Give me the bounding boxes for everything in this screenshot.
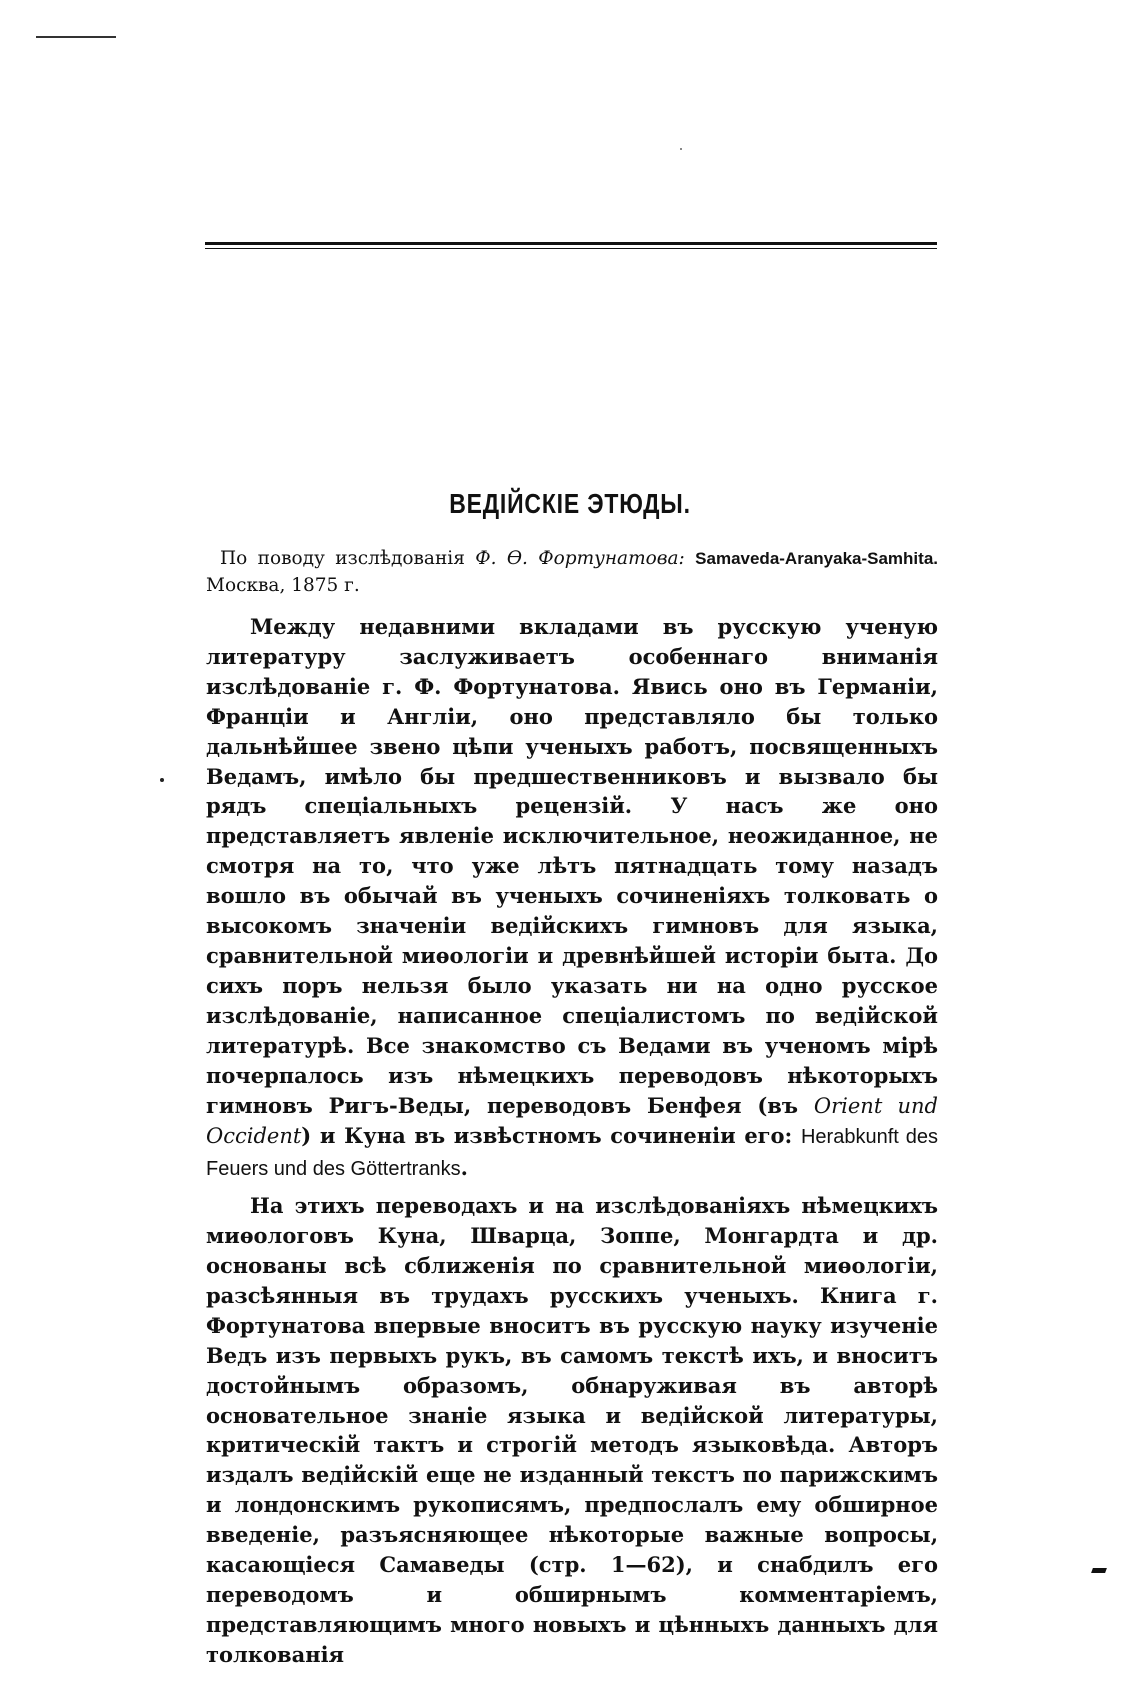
article-subtitle — [206, 545, 938, 599]
page-corner-mark — [1091, 1568, 1107, 1573]
paragraph-1-part-3: . — [460, 1155, 468, 1181]
subtitle-prefix: По поводу изслѣдованія — [220, 548, 476, 569]
header-rule-thick — [205, 242, 937, 245]
subtitle-author: Ф. Ѳ. Фортунатова: — [475, 548, 685, 569]
article-title: ВЕДІЙСКІЕ ЭТЮДЫ. — [449, 488, 691, 519]
paragraph-1-part-1: Между недавними вкладами въ русскую ученую литературу заслуживаетъ особеннаго вниманія изслѣдованіе г. Ф. Фортунатова. Явись оно въ Германіи, Франціи и Англіи, оно представляло бы только дальнѣйшее звено цѣпи ученыхъ работъ, посвященныхъ Ведамъ, имѣло бы предшественниковъ и вызвало бы рядъ спеціальныхъ рецензій. У насъ же оно представляетъ явленіе исключительное, неожиданное, не смотря на то, что уже лѣтъ пятнадцать тому назадъ вошло въ обычай въ ученыхъ сочиненіяхъ толковать о высокомъ значеніи ведійскихъ гимновъ для языка, сравнительной миѳологіи и древнѣйшей исторіи быта. До сихъ поръ нельзя было указать ни на одно русское изслѣдованіе, написанное спеціалистомъ по ведійской литературѣ. Все знакомство съ Ведами въ ученомъ мірѣ почерпалось изъ нѣмецкихъ переводовъ нѣкоторыхъ гимновъ Ригъ-Веды, переводовъ Бенфея (въ — [206, 614, 938, 1118]
margin-ink-dot — [160, 778, 164, 782]
book-title: Herabkunft des Feuers und des Göttertranks — [206, 1126, 938, 1181]
paragraph-1-part-2: ) и Куна въ извѣстномъ сочиненіи его: — [301, 1123, 801, 1149]
header-rule-thin — [205, 248, 937, 249]
subtitle-suffix: Москва, 1875 г. — [206, 575, 360, 596]
article-body — [206, 612, 938, 1670]
journal-title: Orient und Occident — [206, 1093, 938, 1149]
scan-speck — [680, 148, 682, 150]
subtitle-work: Samaveda-Aranyaka-Samhita. — [695, 549, 938, 568]
paragraph-2: На этихъ переводахъ и на изслѣдованіяхъ нѣмецкихъ миѳологовъ Куна, Шварца, Зоппе, Монгардта и др. основаны всѣ сближенія по сравнительной миѳологіи, разсѣянныя въ трудахъ русскихъ ученыхъ. Книга г. Фортунатова впервые вноситъ въ русскую науку изученіе Ведъ изъ первыхъ рукъ, въ самомъ текстѣ ихъ, и вноситъ достойнымъ образомъ, обнаруживая въ авторѣ основательное знаніе языка и ведійской литературы, критическій тактъ и строгій методъ языковѣда. Авторъ издалъ ведійскій еще не изданный текстъ по парижскимъ и лондонскимъ рукописямъ, предпослалъ ему обширное введеніе, разъясняющее нѣкоторые важные вопросы, касающіеся Самаведы (стр. 1—62), и снабдилъ его переводомъ и обширнымъ комментаріемъ, представляющимъ много новыхъ и цѣнныхъ данныхъ для толкованія — [206, 1193, 938, 1667]
paragraph-1 — [206, 612, 938, 1185]
scan-edge-line — [36, 36, 116, 38]
